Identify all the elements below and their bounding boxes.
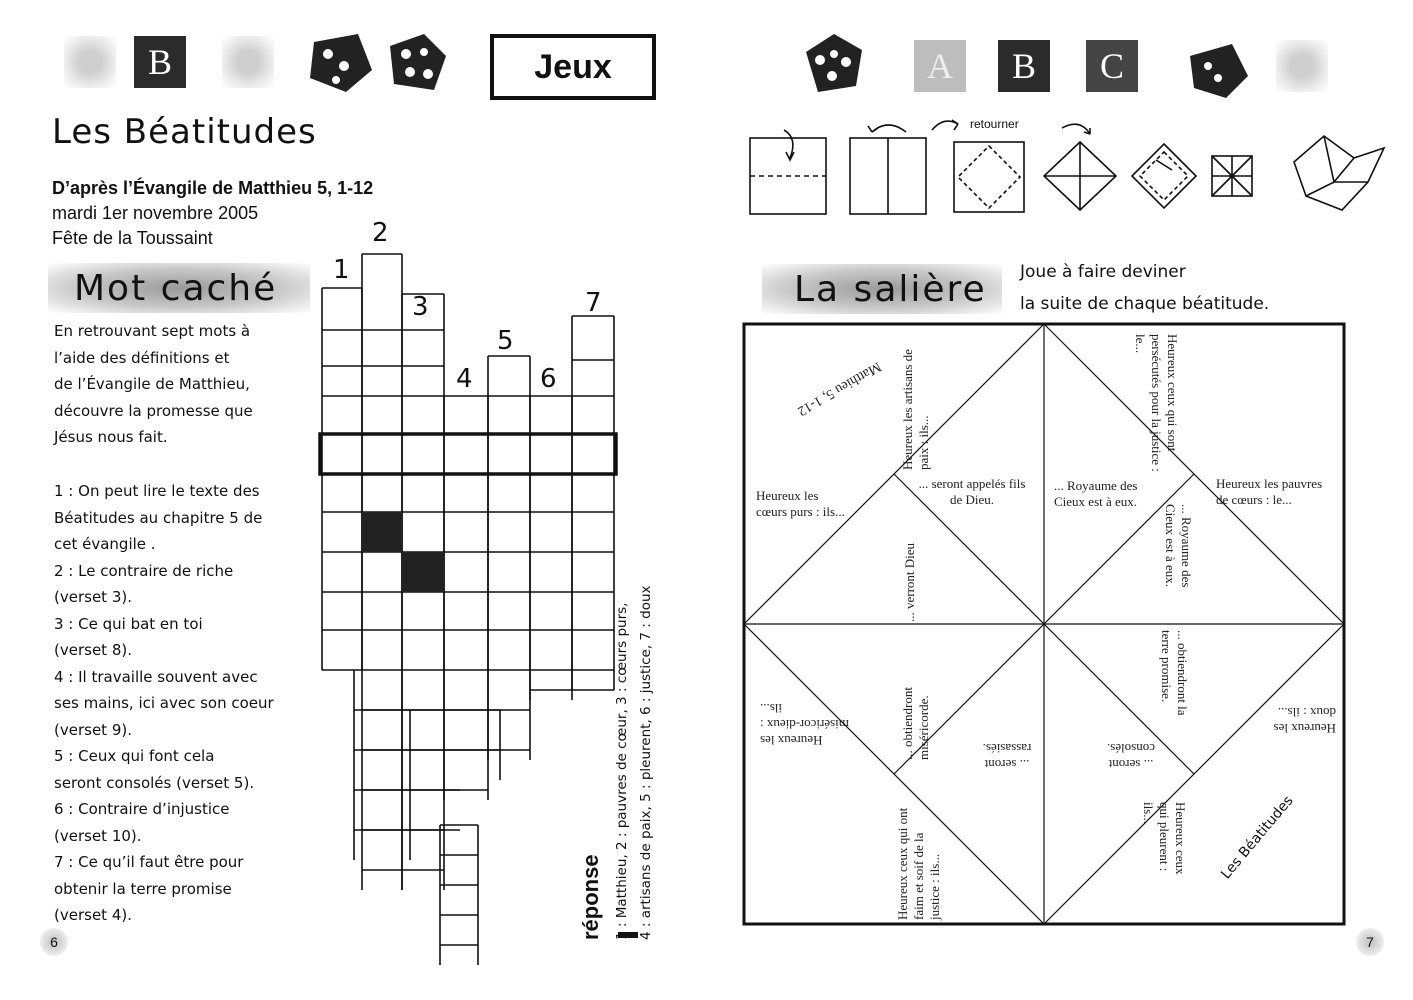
intro-line: de l’Évangile de Matthieu, [54,375,250,393]
reponse-line-2: 4 : artisans de paix, 5 : pleurent, 6 : justice, 7 : doux [638,585,654,940]
definition-line: Béatitudes au chapitre 5 de [54,508,263,527]
saliere-royaume-2: ... Royaume des Cieux est à eux. [1163,504,1194,588]
definition-line: cet évangile . [54,535,156,553]
answer-block [578,560,668,940]
definition-line: ses mains, ici avec son coeur [54,694,274,712]
dice-icon [306,30,376,94]
saliere-consoles: ... seront consolés. [1106,741,1156,772]
saliere-artisans: Heureux les artisans de paix : ils... [900,349,931,470]
saliere-misericorde: ... obtiendront miséricorde. [900,687,931,760]
mot-cache-banner [48,263,310,313]
saliere-faim-soif: Heureux ceux qui ont faim et soif de la justice : ils... [895,807,942,920]
page-number-left: 6 [40,928,68,956]
folding-steps-diagram [744,112,1394,222]
saliere-pauvres: Heureux les pauvres de cœurs : le... [1216,476,1323,507]
definition-line: 4 : Il travaille souvent avec [54,667,258,686]
definition-line: (verset 10). [54,826,142,845]
saliere-terre-promise: ... obtiendront la terre promise. [1159,630,1190,716]
page-number-right: 7 [1356,928,1384,956]
header-fog-tile-1 [64,36,116,88]
saliere-coeurs-purs: Heureux les cœurs purs : ils... [756,488,845,519]
saliere-verront-dieu: ... verront Dieu [902,542,917,622]
saliere-rassasies: ... seront rassasiés. [982,741,1032,772]
header-tile-b-right-letter: B [1011,46,1036,86]
mot-cache-title: Mot caché [74,267,278,309]
intro-line: Jésus nous fait. [54,428,168,446]
page-title: Les Béatitudes [52,112,317,152]
retourner-label: retourner [970,117,1019,131]
definition-line: (verset 8). [54,641,132,659]
header-fog-tile-2 [222,36,274,88]
definition-line: 7 : Ce qu’il faut être pour [54,853,244,871]
definitions-list [54,478,314,929]
definition-line: 5 : Ceux qui font cela [54,747,215,765]
jeux-label: Jeux [534,47,612,86]
definition-line: 2 : Le contraire de riche [54,561,234,580]
definition-line: seront consolés (verset 5). [54,773,255,792]
saliere-persecutes: Heureux ceux qui sont persécutés pour la justice : le... [1133,334,1180,472]
crossword-number-5: 5 [497,326,514,356]
definition-line: (verset 4). [54,906,132,924]
saliere-royaume-1: ... Royaume des Cieux est à eux. [1054,478,1138,509]
instruction-line-1: Joue à faire deviner [1020,262,1186,282]
header-fog-tile-3 [1276,40,1328,92]
intro-line: l’aide des définitions et [54,348,230,367]
header-tile-a-letter: A [927,46,953,86]
definition-line: 6 : Contraire d’injustice [54,800,230,818]
crossword-number-6: 6 [540,364,557,394]
gospel-reference: D’après l’Évangile de Matthieu 5, 1-12 [52,178,374,198]
header-tile-b-right [998,40,1050,92]
intro-text [54,318,304,451]
crossword-number-7: 7 [585,288,602,318]
dice-icon-3 [800,32,866,96]
reponse-line-1: 1 : Matthieu, 2 : pauvres de cœur, 3 : cœurs purs, [614,602,630,940]
saliere-instructions [1020,256,1269,320]
crossword-number-3: 3 [412,292,429,322]
saliere-doux: Heureux les doux : ils... [1273,705,1336,736]
feast-line: Fête de la Toussaint [52,228,213,248]
header-tile-c [1086,40,1138,92]
saliere-les-beatitudes: Les Béatitudes [1218,792,1297,883]
saliere-matthieu: Matthieu 5, 1-12 [794,358,884,419]
definition-line: (verset 3). [54,588,132,606]
crossword-number-2: 2 [372,218,389,248]
saliere-banner [762,264,1002,314]
dice-icon-4 [1186,40,1250,100]
header-tile-b-letter: B [147,42,172,82]
saliere-pleurent: Heureux ceux qui pleurent : ils... [1141,802,1188,875]
crossword-number-1: 1 [333,255,350,285]
definition-line: 3 : Ce qui bat en toi [54,614,203,633]
definition-line: (verset 9). [54,720,132,739]
header-tile-c-letter: C [1099,46,1124,86]
definition-line: 1 : On peut lire le texte des [54,482,260,500]
reponse-label: réponse [578,854,603,940]
saliere-misericordieux: Heureux les miséricor-dieux : ils... [760,701,849,748]
jeux-label-box [490,34,656,100]
saliere-fils-de-dieu: ... seront appelés fils de Dieu. [918,476,1026,507]
header-tile-b [134,36,186,88]
crossword-number-4: 4 [456,364,473,394]
saliere-title: La salière [794,268,987,310]
intro-line: découvre la promesse que [54,401,253,420]
dice-icon-2 [384,32,448,94]
header-tile-a [914,40,966,92]
definition-line: obtenir la terre promise [54,879,232,898]
intro-line: En retrouvant sept mots à [54,322,251,340]
instruction-line-2: la suite de chaque béatitude. [1020,294,1270,314]
date-line: mardi 1er novembre 2005 [52,203,259,223]
